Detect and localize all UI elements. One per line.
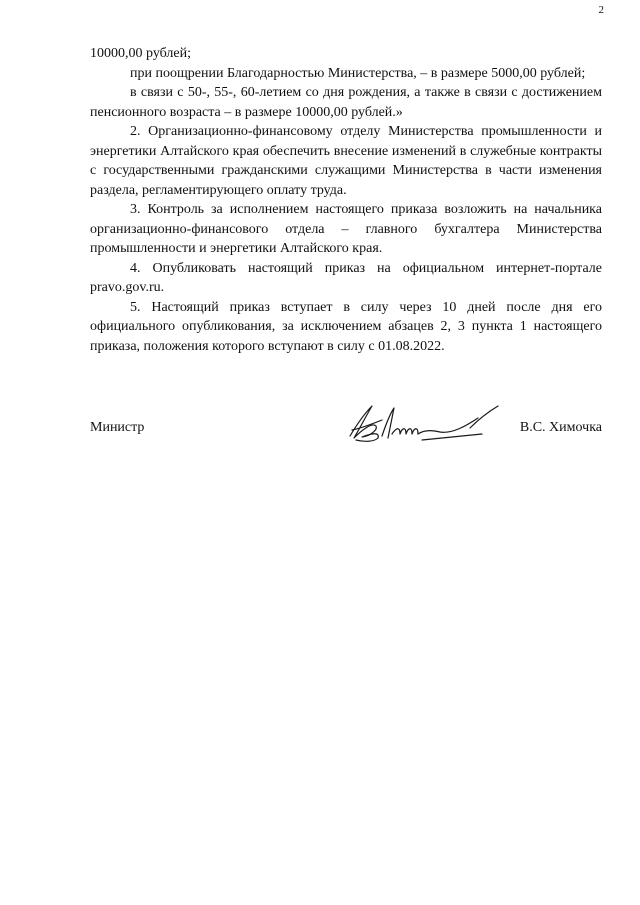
paragraph-item-5: 5. Настоящий приказ вступает в силу через 10 дней после дня его официального опубликования, за исключением абзацев 2, 3 пункта 1 настоящего приказа, положения которого вступают в силу с 01.08.2022. [90,299,602,354]
signature-handwriting-text: Вхим [342,400,345,401]
paragraph-item-2: 2. Организационно-финансовому отделу Министерства промышленности и энергетики Алтайского края обеспечить внесение изменений в служебные контракты с государственными гражданскими служащими Министерства в части изменения раздела, регламентирующего оплату труда. [90,124,602,198]
handwritten-signature [342,400,507,446]
paragraph-item-4: 4. Опубликовать настоящий приказ на официальном интернет-портале pravo.gov.ru. [90,260,602,295]
paragraph-anniversary-award: в связи с 50-, 55-, 60-летием со дня рождения, а также в связи с достижением пенсионного возраста – в размере 10000,00 рублей.» [90,85,602,120]
paragraph-gratitude-award: при поощрении Благодарностью Министерства, – в размере 5000,00 рублей; [130,65,586,81]
signatory-title: Министр [90,420,145,435]
paragraph-item-3: 3. Контроль за исполнением настоящего приказа возложить на начальника организационно-финансового отдела – главного бухгалтера Министерства промышленности и энергетики Алтайского края. [90,202,602,256]
page-number: 2 [598,4,604,16]
paragraph-amount-continuation: 10000,00 рублей; [90,46,191,61]
signatory-name: В.С. Химочка [519,420,602,435]
signature-block [90,400,602,450]
document-body [90,44,602,356]
